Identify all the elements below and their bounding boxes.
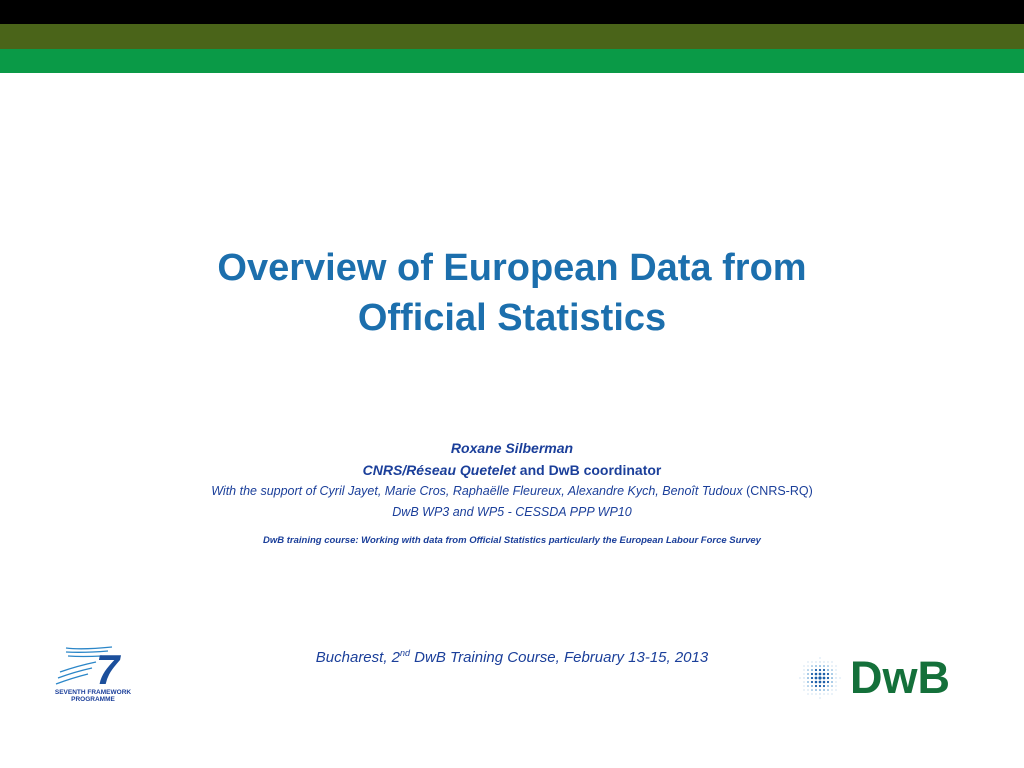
globe-dot xyxy=(827,665,829,667)
fp7-caption xyxy=(52,689,134,703)
globe-dot xyxy=(823,673,826,676)
globe-dot xyxy=(827,673,829,675)
header-band-olive xyxy=(0,24,1024,49)
globe-dot xyxy=(819,693,820,694)
globe-dot xyxy=(835,681,836,682)
support-names: With the support of Cyril Jayet, Marie Cros, Raphaëlle Fleureux, Alexandre Kych, Benoît Tudoux xyxy=(211,484,743,498)
globe-dot xyxy=(807,693,808,694)
globe-dot xyxy=(815,689,817,691)
venue-sup: nd xyxy=(400,648,411,658)
globe-dot xyxy=(815,673,818,676)
globe-dot xyxy=(807,661,808,662)
globe-dot xyxy=(823,669,825,671)
globe-dot xyxy=(799,677,800,678)
globe-dot xyxy=(807,665,808,666)
globe-dot xyxy=(819,681,822,684)
globe-dot xyxy=(807,689,808,690)
globe-dot xyxy=(823,693,824,694)
dwb-logo-text: DwB xyxy=(850,652,950,703)
slide-title-line1: Overview of European Data from xyxy=(217,247,807,289)
globe-dot xyxy=(803,685,804,686)
globe-dot xyxy=(835,669,836,670)
globe-dot xyxy=(807,681,809,683)
globe-dot xyxy=(819,665,821,667)
globe-dot xyxy=(823,689,825,691)
globe-dot xyxy=(811,689,813,691)
globe-dot xyxy=(803,673,804,674)
globe-dot xyxy=(819,661,820,662)
globe-dot xyxy=(803,681,804,682)
globe-dot xyxy=(803,677,804,678)
globe-dot xyxy=(831,669,833,671)
globe-dot xyxy=(811,669,813,671)
globe-dot xyxy=(831,681,833,683)
globe-dot xyxy=(807,685,809,687)
globe-dot xyxy=(835,677,836,678)
globe-dot xyxy=(811,665,813,667)
globe-dot xyxy=(803,669,804,670)
globe-dot xyxy=(823,677,826,680)
globe-dot xyxy=(815,661,816,662)
globe-dot xyxy=(803,665,804,666)
globe-dot xyxy=(819,685,821,687)
globe-dot xyxy=(835,673,836,674)
globe-dot xyxy=(827,693,828,694)
globe-dot xyxy=(823,685,825,687)
header-band-green xyxy=(0,49,1024,73)
globe-dot xyxy=(827,681,829,683)
slide-title xyxy=(0,243,1024,343)
globe-dot xyxy=(807,673,809,675)
affiliation-org: CNRS/Réseau Quetelet xyxy=(362,462,516,478)
header-band-black xyxy=(0,0,1024,24)
globe-dot xyxy=(819,689,821,691)
fp7-caption-line2: PROGRAMME xyxy=(71,696,115,703)
globe-dot xyxy=(827,677,829,679)
globe-dot xyxy=(831,685,833,687)
affiliation-role: and DwB coordinator xyxy=(515,462,662,478)
venue-prefix: Bucharest, 2 xyxy=(315,649,400,666)
support-credits xyxy=(0,481,1024,502)
globe-dot xyxy=(815,681,818,684)
globe-dot xyxy=(831,661,832,662)
globe-dot xyxy=(827,689,829,691)
globe-dot xyxy=(831,693,832,694)
globe-dot xyxy=(811,677,813,679)
globe-dot xyxy=(815,693,816,694)
globe-dot xyxy=(823,665,825,667)
globe-dot xyxy=(839,677,840,678)
globe-dot xyxy=(819,669,821,671)
globe-dot xyxy=(819,673,822,676)
affiliation xyxy=(0,459,1024,481)
globe-dot xyxy=(815,685,817,687)
globe-dot xyxy=(815,677,818,680)
globe-dot xyxy=(827,669,829,671)
work-packages: DwB WP3 and WP5 - CESSDA PPP WP10 xyxy=(392,505,632,519)
venue-suffix: DwB Training Course, February 13-15, 2013 xyxy=(410,649,709,666)
slide-title-line2: Official Statistics xyxy=(357,297,667,339)
globe-dot xyxy=(803,689,804,690)
fp7-caption-line1: SEVENTH FRAMEWORK xyxy=(54,689,132,696)
globe-dot xyxy=(819,657,820,658)
globe-dot xyxy=(819,697,820,698)
globe-dot xyxy=(827,685,829,687)
globe-dot xyxy=(815,669,817,671)
globe-dot xyxy=(811,693,812,694)
globe-dot xyxy=(831,677,833,679)
globe-dot xyxy=(807,677,809,679)
globe-dot xyxy=(831,673,833,675)
globe-dot xyxy=(827,661,828,662)
author-name: Roxane Silberman xyxy=(450,440,574,456)
globe-dot xyxy=(835,665,836,666)
globe-dot xyxy=(818,676,821,679)
globe-dot xyxy=(815,665,817,667)
globe-dot xyxy=(811,661,812,662)
globe-dot xyxy=(835,689,836,690)
course-note: DwB training course: Working with data from Official Statistics particularly the European Labour Force Survey xyxy=(263,535,761,546)
globe-dot xyxy=(835,685,836,686)
support-org: (CNRS-RQ) xyxy=(742,484,813,498)
globe-dot xyxy=(811,685,813,687)
globe-dot xyxy=(831,689,832,690)
globe-dot xyxy=(811,673,813,675)
byline xyxy=(0,437,1024,548)
fp7-number: 7 xyxy=(96,646,120,693)
globe-dot xyxy=(811,681,813,683)
globe-dot xyxy=(831,665,832,666)
globe-dot xyxy=(823,661,824,662)
globe-dot xyxy=(823,681,826,684)
globe-dot xyxy=(807,669,809,671)
